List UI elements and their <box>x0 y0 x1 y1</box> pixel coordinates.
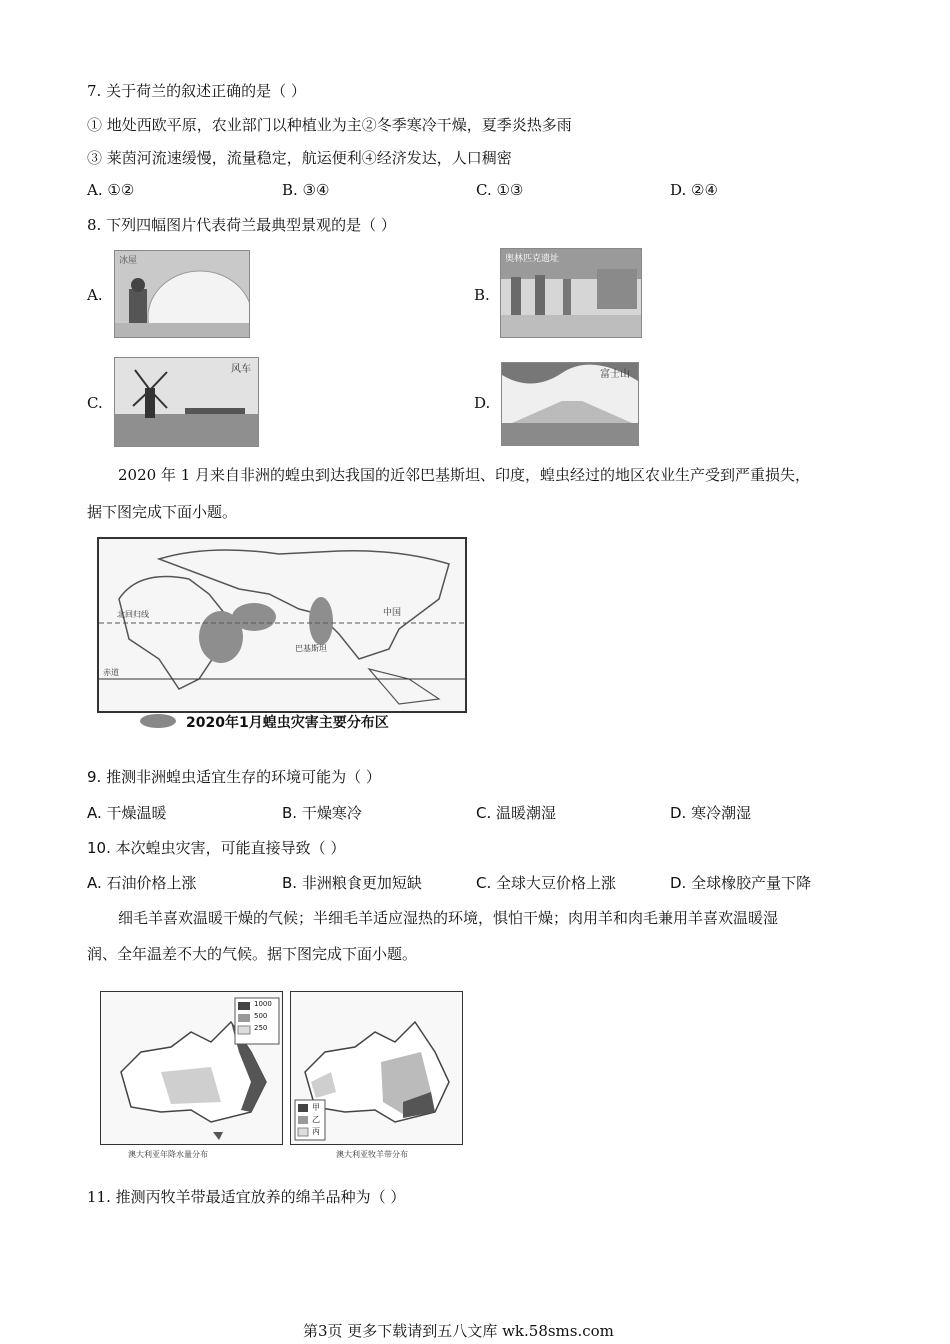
q10-option-d[interactable]: D. 全球橡胶产量下降 <box>670 874 812 892</box>
q8-option-b[interactable]: B. <box>474 286 490 304</box>
sheep-legend-yi: 乙 <box>312 1115 320 1124</box>
q9-option-d[interactable]: D. 寒冷潮湿 <box>670 804 752 822</box>
ruins-photo[interactable] <box>500 248 642 338</box>
map1-label-pakistan: 巴基斯坦 <box>295 644 327 653</box>
q7-option-c[interactable]: C. ①③ <box>476 181 524 199</box>
ruins-photo-label: 奥林匹克遗址 <box>505 254 560 264</box>
locust-map <box>97 537 467 713</box>
locust-map-graphic <box>99 539 465 711</box>
q10-option-b[interactable]: B. 非洲粮食更加短缺 <box>282 874 422 892</box>
q9-option-b[interactable]: B. 干燥寒冷 <box>282 804 362 822</box>
sheep-map-caption: 澳大利亚牧羊带分布 <box>336 1150 408 1159</box>
rainfall-legend-250: 250 <box>254 1024 268 1032</box>
map1-legend-swatch <box>140 714 176 728</box>
map1-legend-text: 2020年1月蝗虫灾害主要分布区 <box>186 715 389 731</box>
q11-stem: 11. 推测丙牧羊带最适宜放养的绵羊品种为（ ） <box>87 1188 406 1206</box>
q8-option-d[interactable]: D. <box>474 394 491 412</box>
australia-sheep-map <box>290 991 463 1145</box>
map1-label-tropic: 北回归线 <box>117 610 149 619</box>
passage1-line-2: 据下图完成下面小题。 <box>87 503 238 521</box>
passage2-line-2: 润、全年温差不大的气候。据下图完成下面小题。 <box>87 945 418 963</box>
q7-option-a[interactable]: A. ①② <box>87 181 135 199</box>
q9-option-a[interactable]: A. 干燥温暖 <box>87 804 167 822</box>
q9-option-c[interactable]: C. 温暖潮湿 <box>476 804 557 822</box>
q8-option-a[interactable]: A. <box>87 286 103 304</box>
q7-option-b[interactable]: B. ③④ <box>282 181 330 199</box>
q8-option-c[interactable]: C. <box>87 394 103 412</box>
passage1-line-1: 2020 年 1 月来自非洲的蝗虫到达我国的近邻巴基斯坦、印度，蝗虫经过的地区农业生产受到严重损失， <box>118 466 811 484</box>
q10-stem: 10. 本次蝗虫灾害，可能直接导致（ ） <box>87 839 346 857</box>
igloo-photo[interactable] <box>114 250 250 338</box>
passage2-line-1: 细毛羊喜欢温暖干燥的气候；半细毛羊适应湿热的环境，惧怕干燥；肉用羊和肉毛兼用羊喜欢温暖湿 <box>118 909 779 927</box>
sheep-legend-jia: 甲 <box>312 1103 320 1112</box>
map1-label-equator: 赤道 <box>103 668 119 677</box>
q10-option-a[interactable]: A. 石油价格上涨 <box>87 874 197 892</box>
map1-label-china: 中国 <box>383 608 402 618</box>
mount-fuji-photo[interactable] <box>501 362 639 446</box>
sheep-legend-bing: 丙 <box>312 1127 320 1136</box>
q10-option-c[interactable]: C. 全球大豆价格上涨 <box>476 874 617 892</box>
windmill-photo-label: 风车 <box>231 364 251 375</box>
q7-statement-line-1: ① 地处西欧平原，农业部门以种植业为主②冬季寒冷干燥，夏季炎热多雨 <box>87 116 572 134</box>
windmill-photo[interactable] <box>114 357 259 447</box>
mount-fuji-photo-label: 富士山 <box>600 369 630 380</box>
page-footer: 第3页 更多下载请到五八文库 wk.58sms.com <box>303 1322 614 1340</box>
rainfall-legend-500: 500 <box>254 1012 268 1020</box>
igloo-photo-label: 冰屋 <box>119 256 138 266</box>
australia-rainfall-map <box>100 991 283 1145</box>
q7-statement-line-2: ③ 莱茵河流速缓慢，流量稳定，航运便利④经济发达，人口稠密 <box>87 149 512 167</box>
rainfall-legend-1000: 1000 <box>254 1000 272 1008</box>
q7-stem: 7. 关于荷兰的叙述正确的是（ ） <box>87 82 306 100</box>
q8-stem: 8. 下列四幅图片代表荷兰最典型景观的是（ ） <box>87 216 396 234</box>
q9-stem: 9. 推测非洲蝗虫适宜生存的环境可能为（ ） <box>87 768 381 786</box>
rainfall-map-caption: 澳大利亚年降水量分布 <box>128 1150 208 1159</box>
q7-option-d[interactable]: D. ②④ <box>670 181 718 199</box>
